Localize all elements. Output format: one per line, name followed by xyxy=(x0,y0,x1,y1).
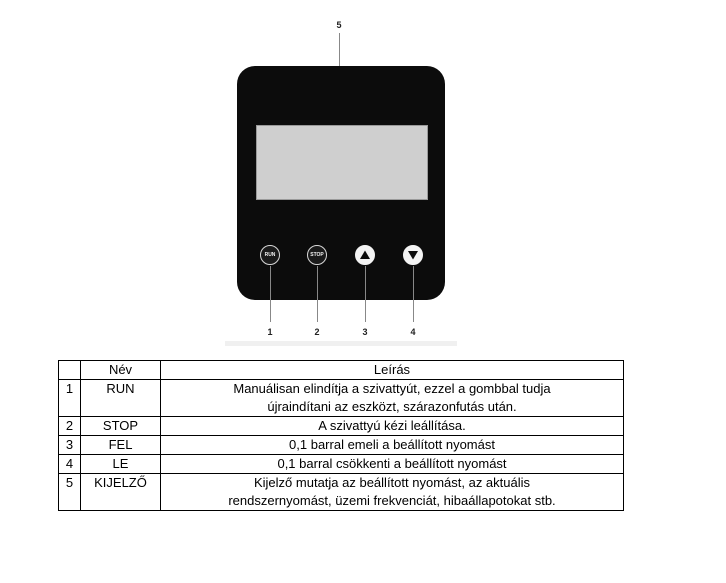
table-row xyxy=(59,436,624,455)
row-num: 1 xyxy=(59,380,81,417)
run-button[interactable] xyxy=(260,245,280,265)
row-name: FEL xyxy=(81,436,161,455)
leader-line-4 xyxy=(413,266,414,322)
figure-shade xyxy=(225,341,457,346)
row-num: 2 xyxy=(59,417,81,436)
run-button-label: RUN xyxy=(264,252,276,258)
callout-1: 1 xyxy=(267,327,273,337)
row-desc-line: rendszernyomást, üzemi frekvenciát, hibaállapotokat stb. xyxy=(228,493,556,508)
table-row xyxy=(59,474,624,511)
leader-line-1 xyxy=(270,266,271,322)
row-name: KIJELZŐ xyxy=(81,474,161,511)
row-desc xyxy=(161,436,624,455)
row-name: STOP xyxy=(81,417,161,436)
table-row xyxy=(59,380,624,417)
row-name: LE xyxy=(81,455,161,474)
button-description-table xyxy=(58,360,624,511)
row-desc-line: 0,1 barral csökkenti a beállított nyomást xyxy=(277,456,507,471)
triangle-down-icon xyxy=(407,249,419,261)
row-desc xyxy=(161,417,624,436)
header-name: Név xyxy=(81,361,161,380)
row-desc-line: 0,1 barral emeli a beállított nyomást xyxy=(289,437,495,452)
leader-line-3 xyxy=(365,266,366,322)
callout-5: 5 xyxy=(336,20,342,30)
row-num: 3 xyxy=(59,436,81,455)
row-num: 4 xyxy=(59,455,81,474)
callout-2: 2 xyxy=(314,327,320,337)
row-desc-line: Kijelző mutatja az beállított nyomást, az aktuális xyxy=(253,475,531,490)
callout-3: 3 xyxy=(362,327,368,337)
row-num: 5 xyxy=(59,474,81,511)
display-screen xyxy=(256,125,428,200)
table-row xyxy=(59,417,624,436)
table-row xyxy=(59,455,624,474)
triangle-up-icon xyxy=(359,249,371,261)
row-desc xyxy=(161,380,624,417)
stop-button-label: STOP xyxy=(310,252,324,258)
row-name: RUN xyxy=(81,380,161,417)
row-desc-line: Manuálisan elindítja a szivattyút, ezzel a gombbal tudja xyxy=(233,381,551,396)
row-desc-line: A szivattyú kézi leállítása. xyxy=(318,418,466,433)
callout-4: 4 xyxy=(410,327,416,337)
down-button[interactable] xyxy=(403,245,423,265)
row-desc-line: újraindítani az eszközt, szárazonfutás után. xyxy=(267,399,517,414)
row-desc xyxy=(161,474,624,511)
table-header-row xyxy=(59,361,624,380)
up-button[interactable] xyxy=(355,245,375,265)
header-desc: Leírás xyxy=(161,361,624,380)
row-desc xyxy=(161,455,624,474)
header-num xyxy=(59,361,81,380)
leader-line-2 xyxy=(317,266,318,322)
stop-button[interactable] xyxy=(307,245,327,265)
